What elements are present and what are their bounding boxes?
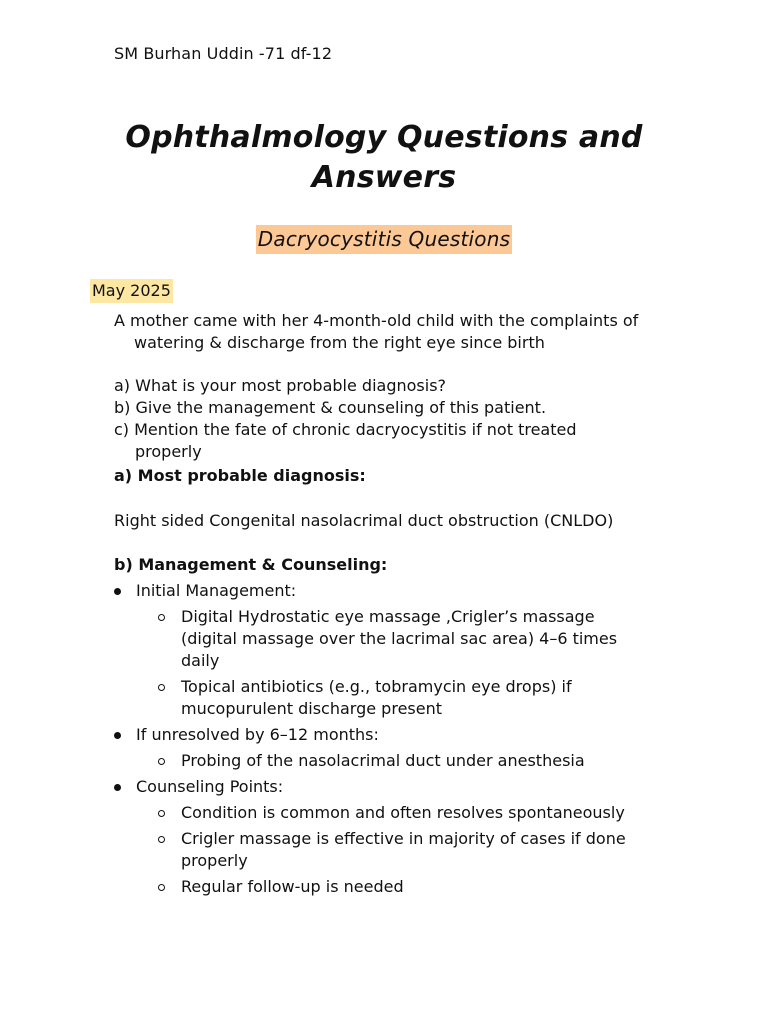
exam-date-label: May 2025 bbox=[90, 279, 173, 303]
sub-list-item-text: Digital Hydrostatic eye massage ,Crigler’s massage (digital massage over the lacrimal sac area) 4–6 times daily bbox=[181, 607, 618, 670]
document-title: Ophthalmology Questions and Answers bbox=[125, 120, 643, 195]
question-parts bbox=[114, 375, 694, 463]
bullet-circle-icon bbox=[158, 884, 165, 891]
question-part-c: c) Mention the fate of chronic dacryocystitis if not treated bbox=[114, 420, 577, 439]
sub-list-item-text: Regular follow-up is needed bbox=[181, 877, 404, 896]
subtitle-wrapper bbox=[0, 225, 768, 254]
list-item bbox=[114, 776, 704, 798]
bullet-dot-icon bbox=[114, 732, 121, 739]
bullet-dot-icon bbox=[114, 588, 121, 595]
list-item bbox=[114, 724, 704, 746]
question-stem-line: A mother came with her 4-month-old child with the complaints of bbox=[114, 311, 639, 330]
list-item-label: Initial Management: bbox=[136, 581, 297, 600]
question-part-a: a) What is your most probable diagnosis? bbox=[114, 376, 447, 395]
sub-list-item bbox=[158, 828, 704, 872]
answer-b-heading: b) Management & Counseling: bbox=[114, 555, 388, 574]
sub-list-item bbox=[158, 606, 704, 672]
question-part-b: b) Give the management & counseling of this patient. bbox=[114, 398, 547, 417]
list-item bbox=[114, 580, 704, 602]
sub-list-item bbox=[158, 676, 704, 720]
author-line: SM Burhan Uddin -71 df-12 bbox=[114, 44, 333, 63]
sub-list-item bbox=[158, 876, 704, 898]
sub-list-item-text: Condition is common and often resolves spontaneously bbox=[181, 803, 625, 822]
question-stem bbox=[114, 310, 684, 354]
question-stem-line: watering & discharge from the right eye since birth bbox=[134, 333, 545, 352]
question-part-c-continued: properly bbox=[135, 442, 202, 461]
bullet-circle-icon bbox=[158, 614, 165, 621]
management-list bbox=[114, 580, 704, 898]
bullet-circle-icon bbox=[158, 684, 165, 691]
answer-a-heading: a) Most probable diagnosis: bbox=[114, 466, 366, 485]
list-item-label: Counseling Points: bbox=[136, 777, 284, 796]
answer-a-text: Right sided Congenital nasolacrimal duct obstruction (CNLDO) bbox=[114, 511, 614, 530]
bullet-circle-icon bbox=[158, 810, 165, 817]
sub-list-item-text: Probing of the nasolacrimal duct under anesthesia bbox=[181, 751, 585, 770]
bullet-circle-icon bbox=[158, 836, 165, 843]
sub-list-item bbox=[158, 750, 704, 772]
sub-list-item-text: Topical antibiotics (e.g., tobramycin eye drops) if mucopurulent discharge present bbox=[181, 677, 572, 718]
sub-list-item bbox=[158, 802, 704, 824]
section-subtitle: Dacryocystitis Questions bbox=[256, 225, 512, 254]
sub-list-item-text: Crigler massage is effective in majority of cases if done properly bbox=[181, 829, 626, 870]
bullet-dot-icon bbox=[114, 784, 121, 791]
list-item-label: If unresolved by 6–12 months: bbox=[136, 725, 379, 744]
bullet-circle-icon bbox=[158, 758, 165, 765]
